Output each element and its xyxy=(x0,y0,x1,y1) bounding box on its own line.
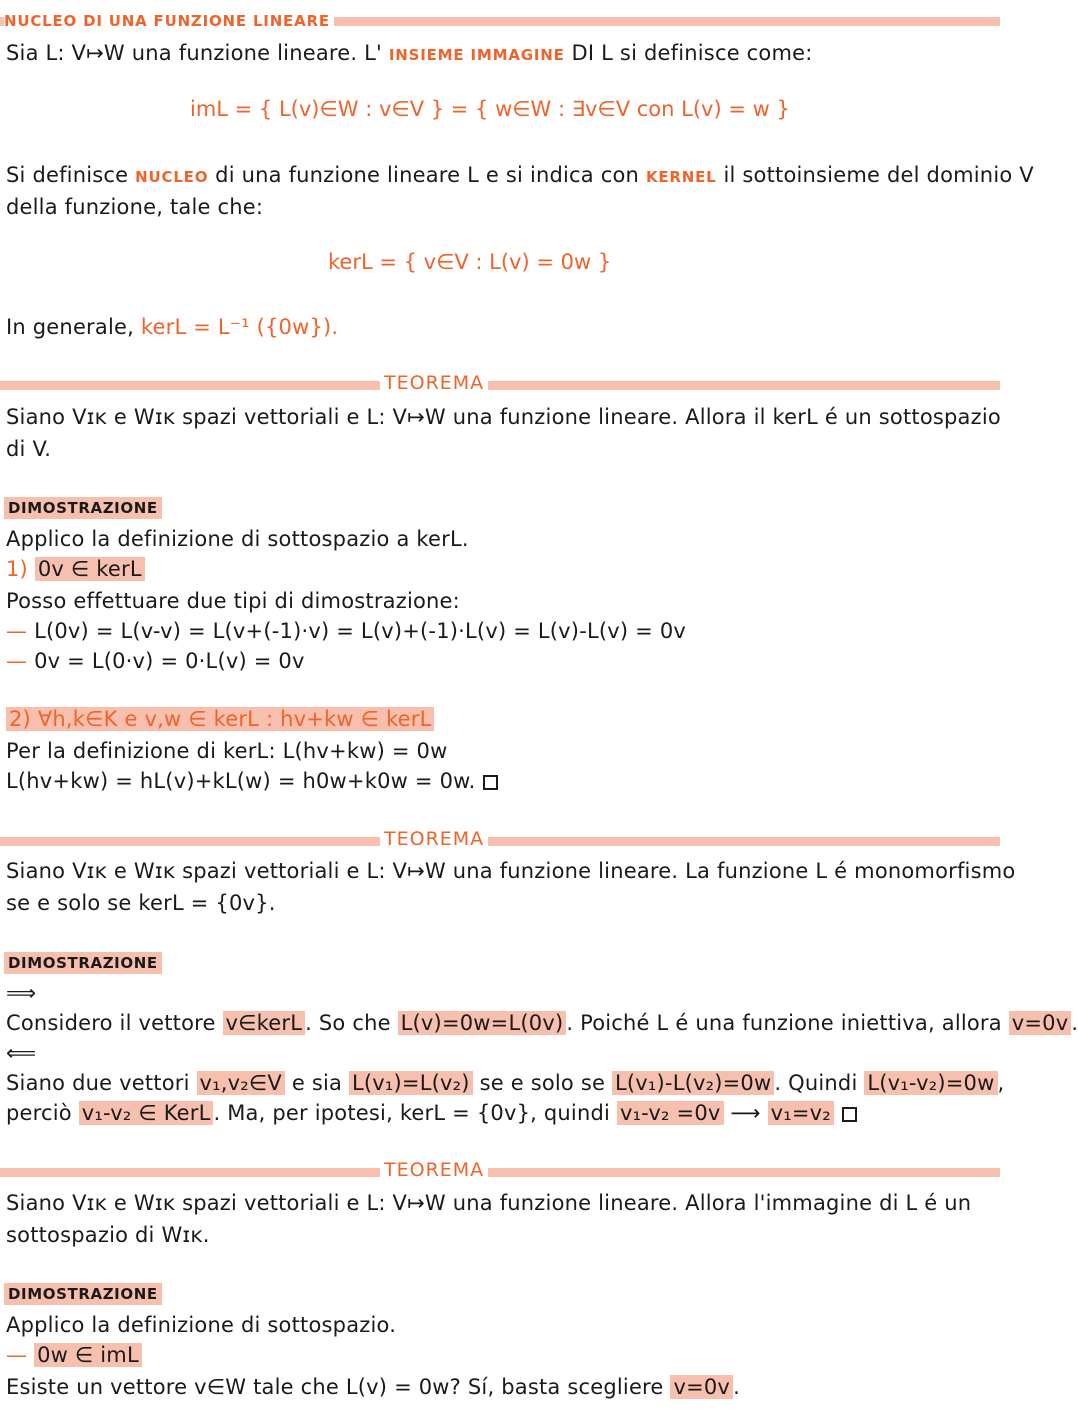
theorem-rule-1 xyxy=(0,381,1000,390)
intro-line: Sia L: V↦W una funzione lineare. L' INSIEME IMMAGINE DI L si definisce come: xyxy=(6,41,813,65)
step2-definition: Per la definizione di kerL: L(hv+kw) = 0w xyxy=(6,739,448,763)
theorem3-text-line1: Siano Vɪᴋ e Wɪᴋ spazi vettoriali e L: V↦W una funzione lineare. Allora l'immagine di L é un xyxy=(6,1191,972,1215)
qed-square-icon xyxy=(483,775,498,790)
demo-label-1: DIMOSTRAZIONE xyxy=(4,497,162,519)
apply-line-3: Applico la definizione di sottospazio. xyxy=(6,1313,397,1337)
nucleo-definition-line2: della funzione, tale che: xyxy=(6,195,264,219)
general-formula: kerL = L⁻¹ ({0w}). xyxy=(140,315,339,339)
nucleo-definition-line1: Si definisce NUCLEO di una funzione lineare L e si indica con KERNEL il sottoinsieme del dominio V xyxy=(6,163,1034,187)
theorem3-step-line: — 0w ∈ imL xyxy=(6,1340,142,1370)
demo-label-3: DIMOSTRAZIONE xyxy=(4,1283,162,1305)
insieme-immagine-term: INSIEME IMMAGINE xyxy=(388,46,565,64)
general-line: In generale, kerL = L⁻¹ ({0w}). xyxy=(6,315,339,339)
theorem2-text-line2: se e solo se kerL = {0v}. xyxy=(6,891,276,915)
step2-statement: 2) ∀h,k∈K e v,w ∈ kerL : hv+kw ∈ kerL xyxy=(6,707,434,731)
backward-arrow-icon: ⟸ xyxy=(6,1041,37,1065)
forward-arrow-icon: ⟹ xyxy=(6,981,37,1005)
section-title: NUCLEO DI UNA FUNZIONE LINEARE xyxy=(4,12,334,30)
theorem1-text-line1: Siano Vɪᴋ e Wɪᴋ spazi vettoriali e L: V↦W una funzione lineare. Allora il kerL é un sottospazio xyxy=(6,405,1001,429)
image-formula: imL = { L(v)∈W : v∈V } = { w∈W : ∃v∈V con L(v) = w } xyxy=(190,97,790,121)
theorem2-text-line1: Siano Vɪᴋ e Wɪᴋ spazi vettoriali e L: V↦W una funzione lineare. La funzione L é monomorfismo xyxy=(6,859,1016,883)
step1-intro: Posso effettuare due tipi di dimostrazione: xyxy=(6,589,460,613)
theorem-title-3: TEOREMA xyxy=(380,1159,488,1181)
qed-square-icon xyxy=(842,1107,857,1122)
theorem3-step: 0w ∈ imL xyxy=(34,1343,142,1367)
proof2-line: — 0v = L(0·v) = 0·L(v) = 0v xyxy=(6,649,305,673)
theorem-rule-3 xyxy=(0,1168,1000,1177)
theorem1-text-line2: di V. xyxy=(6,437,52,461)
backward-proof-line1: Siano due vettori v₁,v₂∈V e sia L(v₁)=L(v₂) se e solo se L(v₁)-L(v₂)=0w . Quindi L(v₁-v₂)=0w , xyxy=(6,1071,1005,1095)
nucleo-term: NUCLEO xyxy=(135,168,209,186)
proof1-line: — L(0v) = L(v-v) = L(v+(-1)·v) = L(v)+(-1)·L(v) = L(v)-L(v) = 0v xyxy=(6,619,687,643)
step1-statement: 0v ∈ kerL xyxy=(35,557,145,581)
theorem3-text-line2: sottospazio di Wɪᴋ. xyxy=(6,1223,210,1247)
theorem3-exists-line: Esiste un vettore v∈W tale che L(v) = 0w? Sí, basta scegliere v=0v . xyxy=(6,1375,740,1399)
theorem-title-1: TEOREMA xyxy=(380,372,488,394)
forward-proof-line: Considero il vettore v∈kerL . So che L(v)=0w=L(0v) . Poiché L é una funzione iniettiva, allora v=0v . xyxy=(6,1011,1078,1035)
step2-proof-line: L(hv+kw) = hL(v)+kL(w) = h0w+k0w = 0w. xyxy=(6,766,498,796)
theorem-rule-2 xyxy=(0,837,1000,846)
theorem-title-2: TEOREMA xyxy=(380,828,488,850)
demo-label-2: DIMOSTRAZIONE xyxy=(4,952,162,974)
apply-line-1: Applico la definizione di sottospazio a kerL. xyxy=(6,527,469,551)
step1-line: 1) 0v ∈ kerL xyxy=(6,554,145,584)
kernel-formula: kerL = { v∈V : L(v) = 0w } xyxy=(328,250,612,274)
backward-proof-line2: perciò v₁-v₂ ∈ KerL . Ma, per ipotesi, kerL = {0v}, quindi v₁-v₂ =0v ⟶ v₁=v₂ xyxy=(6,1098,857,1128)
step2-line xyxy=(6,704,434,734)
kernel-term: KERNEL xyxy=(645,168,717,186)
